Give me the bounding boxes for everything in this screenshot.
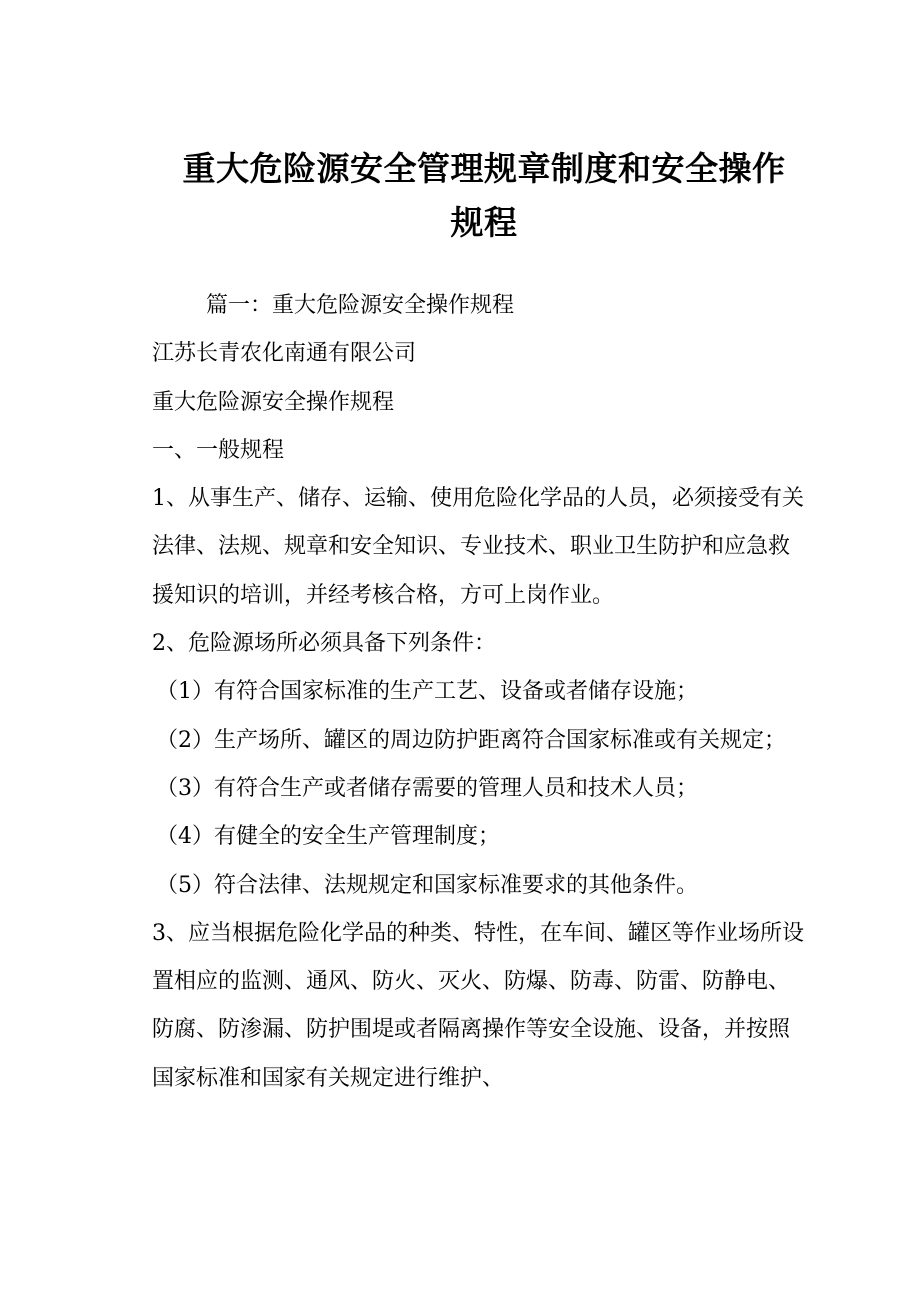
paragraph-section-heading: 篇一：重大危险源安全操作规程 [206, 293, 515, 318]
document-body [140, 282, 808, 1103]
document-title [136, 0, 832, 250]
paragraph-doc-subtitle: 重大危险源安全操作规程 [152, 389, 395, 415]
paragraph-subitem-2: （2）生产场所、罐区的周边防护距离符合国家标准或有关规定； [156, 727, 786, 753]
paragraph-item-2: 2、危险源场所必须具备下列条件： [152, 631, 496, 657]
paragraph-item-1: 1、从事生产、储存、运输、使用危险化学品的人员，必须接受有关法律、法规、规章和安全知识、专业技术、职业卫生防护和应急救援知识的培训，并经考核合格，方可上岗作业。 [152, 486, 804, 608]
paragraph-subitem-3: （3）有符合生产或者储存需要的管理人员和技术人员； [156, 775, 698, 801]
title-line-1: 重大危险源安全管理规章制度和安全操作 [182, 149, 786, 188]
paragraph-subitem-1: （1）有符合国家标准的生产工艺、设备或者储存设施； [156, 679, 698, 705]
title-line-2: 规程 [450, 203, 518, 242]
paragraph-general-rules-heading: 一、一般规程 [152, 437, 285, 463]
paragraph-item-3: 3、应当根据危险化学品的种类、特性，在车间、罐区等作业场所设置相应的监测、通风、防火、灭火、防爆、防毒、防雷、防静电、防腐、防渗漏、防护围堤或者隔离操作等安全设施、设备，并按照国家标准和国家有关规定进行维护、 [152, 920, 804, 1091]
paragraph-company-name: 江苏长青农化南通有限公司 [152, 341, 417, 367]
paragraph-subitem-5: （5）符合法律、法规规定和国家标准要求的其他条件。 [156, 872, 698, 898]
paragraph-subitem-4: （4）有健全的安全生产管理制度； [156, 824, 500, 850]
